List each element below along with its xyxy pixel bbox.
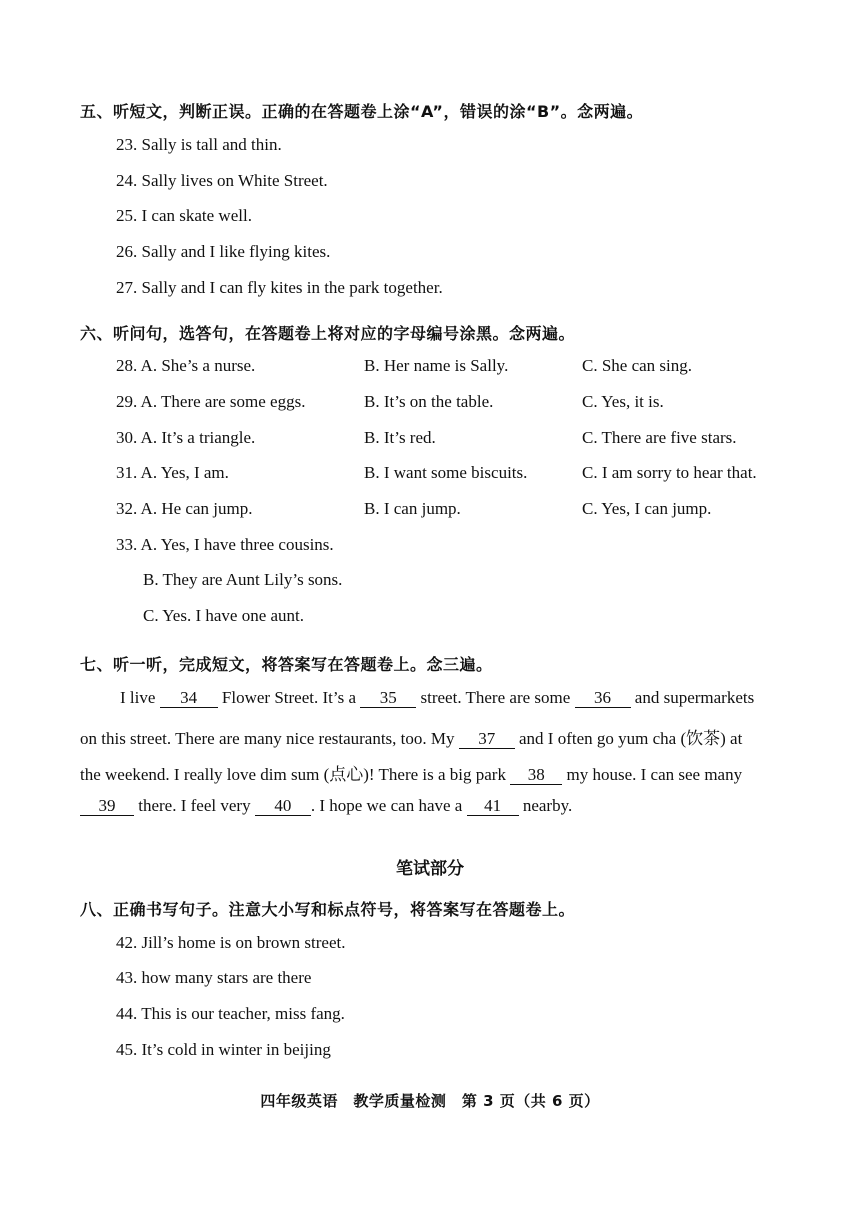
passage-text: Flower Street. It’s a: [217, 688, 361, 707]
question-30-option-a: 30. A. It’s a triangle.: [116, 428, 256, 447]
question-23: 23. Sally is tall and thin.: [116, 135, 282, 154]
blank-40[interactable]: 40: [255, 797, 311, 816]
passage-text: . I hope we can have a: [310, 796, 467, 815]
page-footer: 四年级英语 教学质量检测 第 3 页（共 6 页）: [260, 1092, 600, 1110]
section-7-title: 七、听一听，完成短文，将答案写在答题卷上。念三遍。: [80, 655, 493, 674]
section-6-title: 六、听问句，选答句，在答题卷上将对应的字母编号涂黑。念两遍。: [80, 324, 576, 343]
question-31-option-a: 31. A. Yes, I am.: [116, 463, 229, 482]
question-28-option-c: C. She can sing.: [582, 356, 693, 375]
blank-41[interactable]: 41: [467, 797, 519, 816]
passage-text: nearby.: [518, 796, 573, 815]
question-43: 43. how many stars are there: [116, 968, 312, 987]
question-42: 42. Jill’s home is on brown street.: [116, 933, 346, 952]
question-32-option-b: B. I can jump.: [364, 499, 461, 518]
question-29-option-b: B. It’s on the table.: [364, 392, 494, 411]
question-33-option-c: C. Yes. I have one aunt.: [143, 606, 305, 625]
passage-text: there. I feel very: [134, 796, 255, 815]
question-31-option-c: C. I am sorry to hear that.: [582, 463, 757, 482]
blank-38[interactable]: 38: [510, 766, 562, 785]
question-33-option-b: B. They are Aunt Lily’s sons.: [143, 570, 343, 589]
question-25: 25. I can skate well.: [116, 206, 252, 225]
question-31-option-b: B. I want some biscuits.: [364, 463, 528, 482]
question-30-option-b: B. It’s red.: [364, 428, 436, 447]
question-32-option-c: C. Yes, I can jump.: [582, 499, 712, 518]
question-28-option-a: 28. A. She’s a nurse.: [116, 356, 256, 375]
blank-34[interactable]: 34: [160, 689, 218, 708]
blank-39[interactable]: 39: [80, 797, 134, 816]
passage-text: on this street. There are many nice restaurants, too. My: [80, 729, 459, 748]
passage-text: the weekend. I really love dim sum (点心)! There is a big park: [80, 765, 511, 784]
passage-line-1: [80, 688, 780, 708]
question-24: 24. Sally lives on White Street.: [116, 171, 328, 190]
blank-35[interactable]: 35: [360, 689, 416, 708]
question-29-option-c: C. Yes, it is.: [582, 392, 664, 411]
question-28-option-b: B. Her name is Sally.: [364, 356, 509, 375]
passage-line-3: [80, 760, 780, 785]
passage-text: I live: [120, 688, 160, 707]
question-32-option-a: 32. A. He can jump.: [116, 499, 253, 518]
section-8-title: 八、正确书写句子。注意大小写和标点符号，将答案写在答题卷上。: [80, 900, 576, 919]
passage-text: my house. I can see many: [562, 765, 743, 784]
passage-text: street. There are some: [416, 688, 575, 707]
question-30-option-c: C. There are five stars.: [582, 428, 737, 447]
blank-36[interactable]: 36: [575, 689, 631, 708]
passage-line-2: [80, 724, 780, 749]
question-26: 26. Sally and I like flying kites.: [116, 242, 331, 261]
question-27: 27. Sally and I can fly kites in the park together.: [116, 278, 443, 297]
question-45: 45. It’s cold in winter in beijing: [116, 1040, 331, 1059]
question-33-option-a: 33. A. Yes, I have three cousins.: [116, 535, 334, 554]
passage-text: and supermarkets: [630, 688, 755, 707]
blank-37[interactable]: 37: [459, 730, 515, 749]
passage-line-4: [80, 796, 780, 816]
question-44: 44. This is our teacher, miss fang.: [116, 1004, 345, 1023]
written-part-title: 笔试部分: [396, 859, 464, 879]
passage-text: and I often go yum cha (饮茶) at: [514, 729, 743, 748]
question-29-option-a: 29. A. There are some eggs.: [116, 392, 306, 411]
section-5-title: 五、听短文，判断正误。正确的在答题卷上涂“A”，错误的涂“B”。念两遍。: [80, 102, 644, 121]
